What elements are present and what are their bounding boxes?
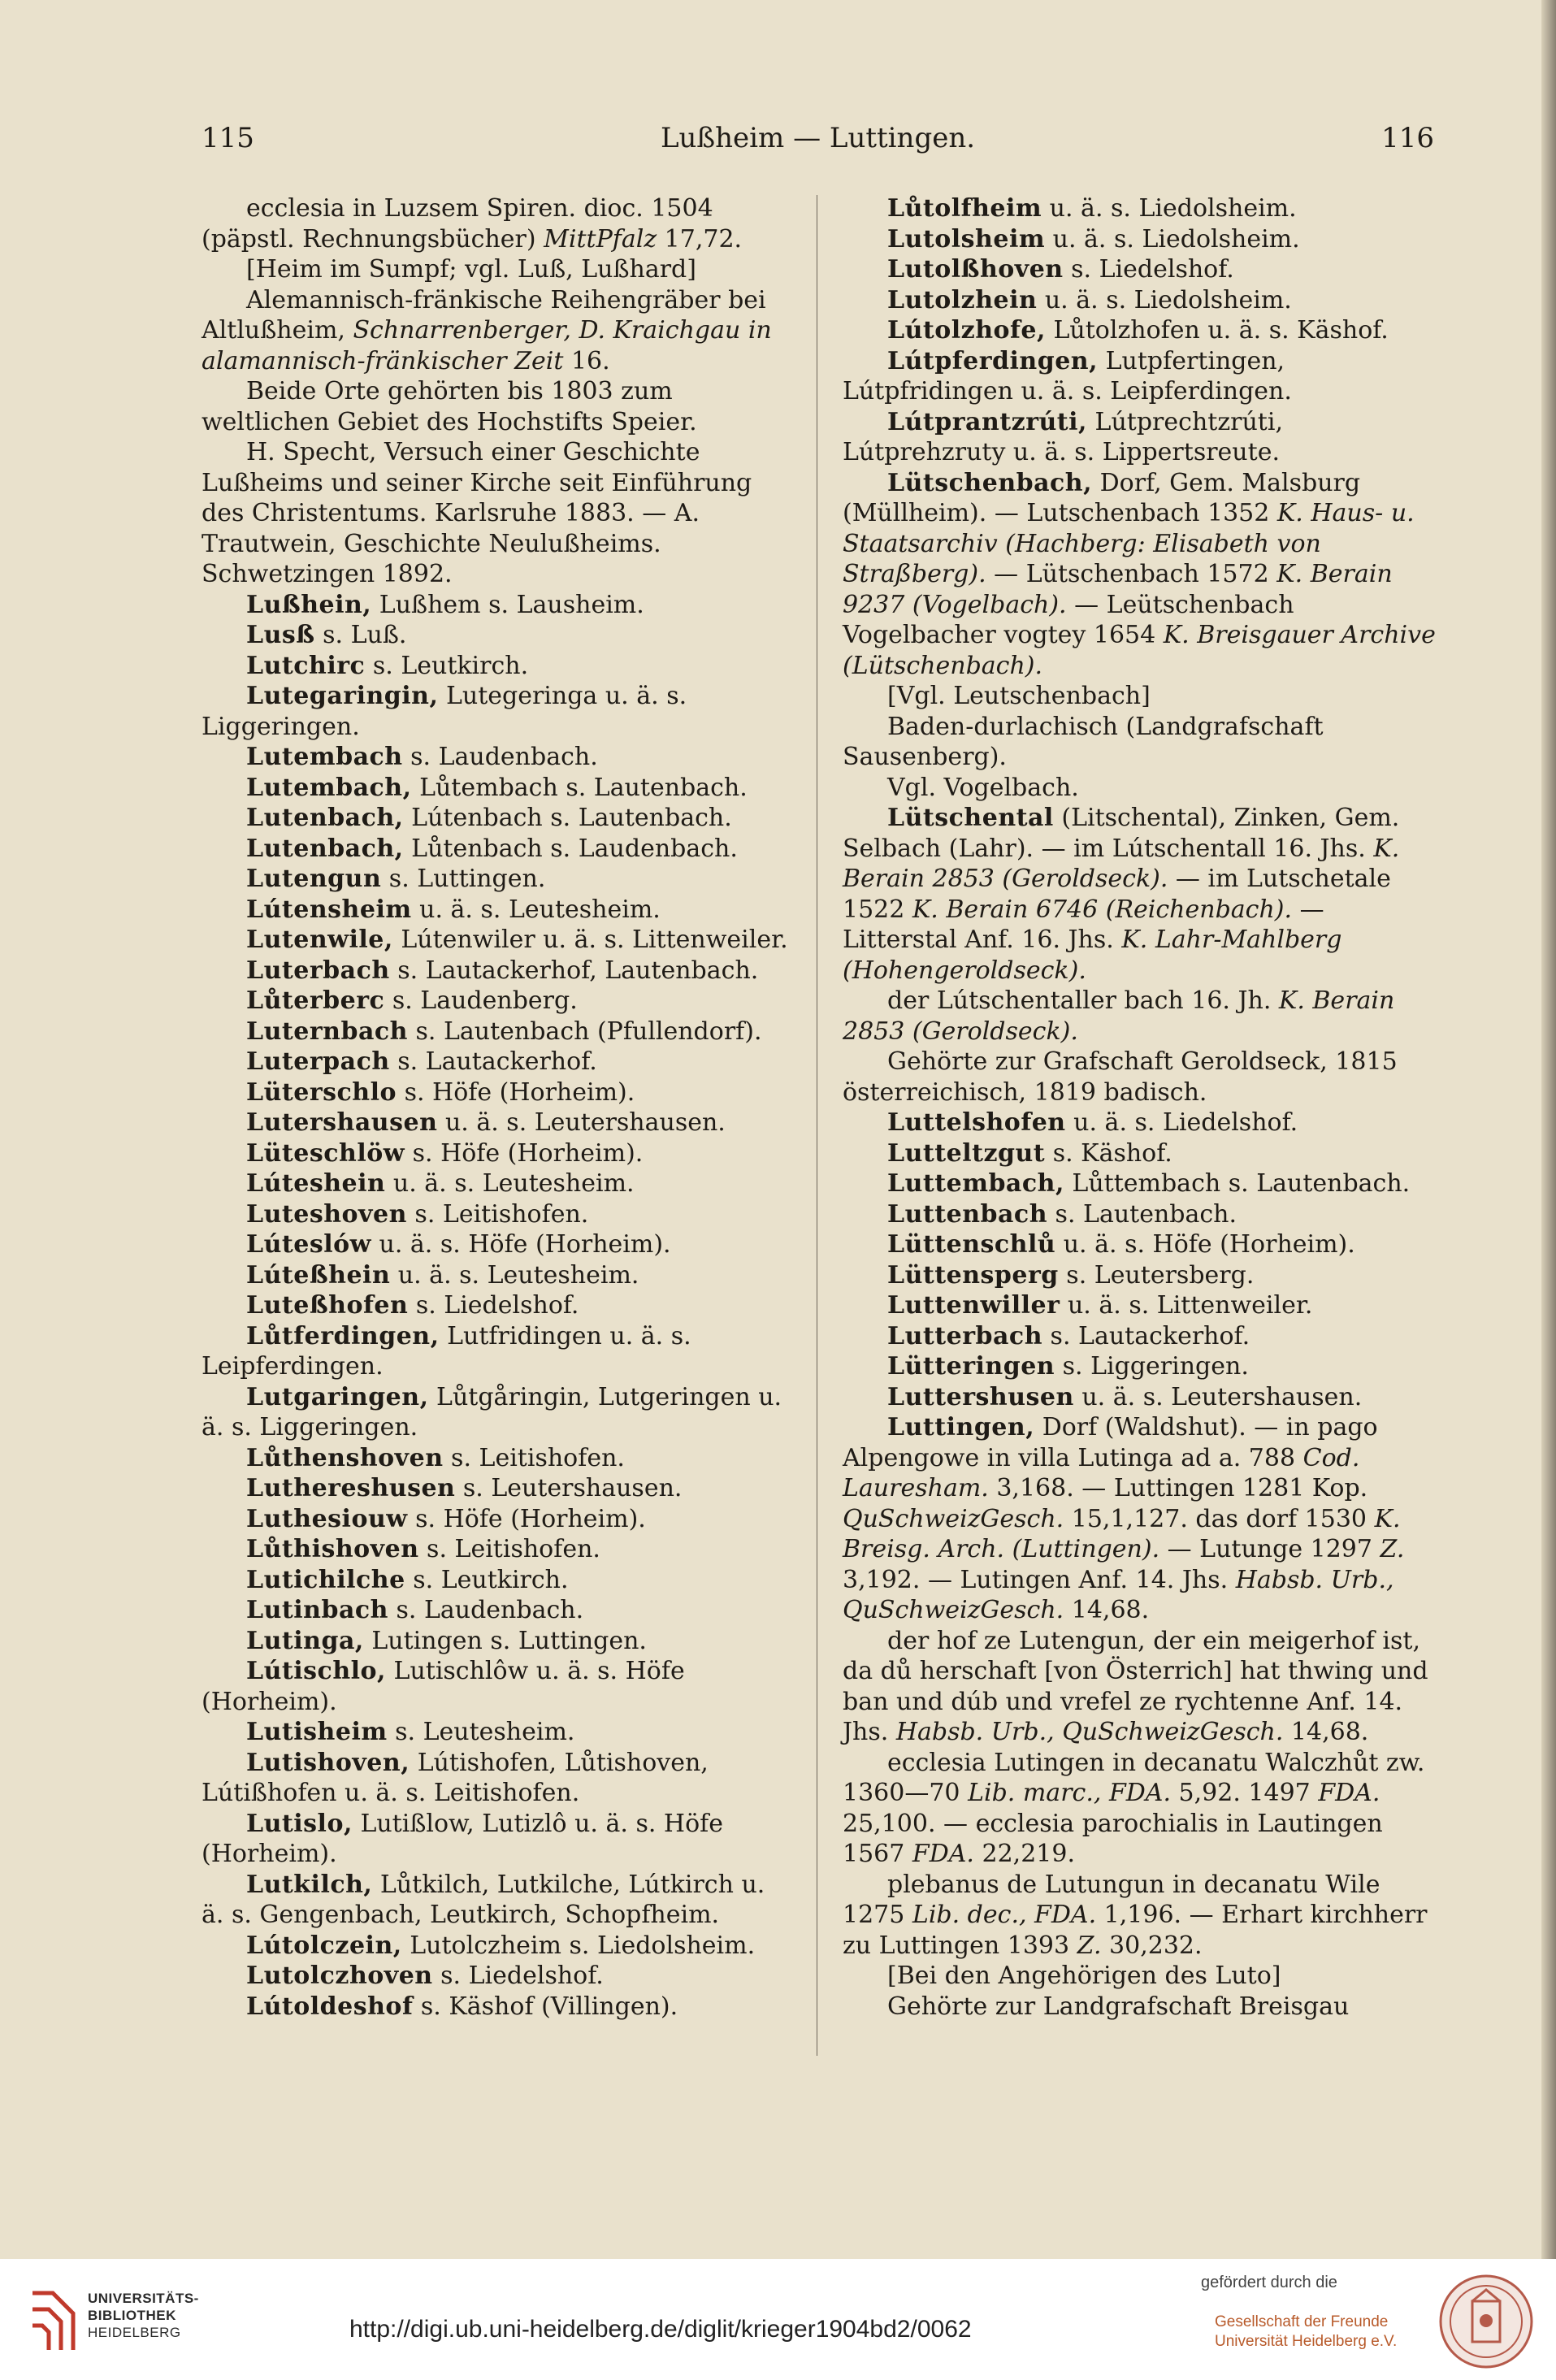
page-title: Lußheim — Luttingen. bbox=[660, 122, 976, 154]
entry-paragraph: Vgl. Vogelbach. bbox=[887, 773, 1079, 802]
left-column bbox=[202, 193, 795, 2022]
entry-paragraph: Lutchirc s. Leutkirch. bbox=[246, 651, 529, 680]
entry-paragraph: Lúteslów u. ä. s. Höfe (Horheim). bbox=[246, 1230, 671, 1259]
entry-paragraph: Lúteßhein u. ä. s. Leutesheim. bbox=[246, 1260, 639, 1290]
entry-paragraph: Lüterschlo s. Höfe (Horheim). bbox=[246, 1077, 635, 1107]
entry-paragraph: Lutenbach, Lůtenbach s. Laudenbach. bbox=[246, 834, 738, 863]
library-name-line3: HEIDELBERG bbox=[88, 2325, 181, 2340]
entry-paragraph: Luthesiouw s. Höfe (Horheim). bbox=[246, 1504, 646, 1533]
entry-paragraph: Lutterbach s. Lautackerhof. bbox=[887, 1321, 1250, 1350]
entry-paragraph: Lútolczein, Lutolczheim s. Liedolsheim. bbox=[246, 1931, 756, 1960]
sponsor-line2: Universität Heidelberg e.V. bbox=[1215, 2333, 1398, 2350]
entry-paragraph: Luttenwiller u. ä. s. Littenweiler. bbox=[887, 1291, 1313, 1320]
page-number-left: 115 bbox=[202, 122, 254, 154]
entry-paragraph: Lutolßhoven s. Liedelshof. bbox=[887, 255, 1234, 284]
entry-paragraph: Lutolsheim u. ä. s. Liedolsheim. bbox=[887, 224, 1300, 254]
entry-paragraph: Lusß s. Luß. bbox=[246, 621, 407, 649]
entry-paragraph: Lůthenshoven s. Leitishofen. bbox=[246, 1443, 625, 1472]
entry-paragraph: Lutichilche s. Leutkirch. bbox=[246, 1565, 569, 1594]
entry-paragraph: Lutembach, Lůtembach s. Lautenbach. bbox=[246, 773, 748, 802]
entry-paragraph: Lútischlo, Lutischlôw u. ä. s. Höfe (Horheim). bbox=[202, 1657, 685, 1716]
ub-heidelberg-logo-icon[interactable] bbox=[24, 2285, 81, 2358]
entry-paragraph: Lütschental (Litschental), Zinken, Gem. Selbach (Lahr). — im Lútschentall 16. Jhs. K. Berain 2853 (Geroldseck). — im Lutschetale 1522 K. Berain 6746 (Reichenbach). — Litterstal Anf. 16. Jhs. K. Lahr-Mahlberg (Hohengeroldseck). bbox=[843, 804, 1400, 985]
entry-paragraph: Luttershusen u. ä. s. Leutershausen. bbox=[887, 1382, 1363, 1411]
entry-paragraph: Gehörte zur Grafschaft Geroldseck, 1815 österreichisch, 1819 badisch. bbox=[843, 1047, 1398, 1107]
entry-paragraph: Lutislo, Lutißlow, Lutizlô u. ä. s. Höfe (Horheim). bbox=[202, 1809, 724, 1868]
entry-paragraph: Lutgaringen, Lůtgåringin, Lutgeringen u. ä. s. Liggeringen. bbox=[202, 1382, 782, 1441]
entry-paragraph: Lütschenbach, Dorf, Gem. Malsburg (Müllheim). — Lutschenbach 1352 K. Haus- u. Staatsarchiv (Hachberg: Elisabeth von Straßberg). — Lütschenbach 1572 K. Berain 9237 (Vogelbach). — Leütschenbach Vogelbacher vogtey 1654 K. Breisgauer Archive (Lütschenbach). bbox=[843, 468, 1436, 680]
entry-paragraph: Lüttensperg s. Leutersberg. bbox=[887, 1260, 1255, 1290]
entry-paragraph: Lutenbach, Lútenbach s. Lautenbach. bbox=[246, 804, 732, 832]
entry-paragraph: der Lútschentaller bach 16. Jh. K. Berain 2853 (Geroldseck). bbox=[843, 986, 1395, 1046]
entry-paragraph: Luteßhofen s. Liedelshof. bbox=[246, 1291, 579, 1320]
entry-paragraph: Lůtolfheim u. ä. s. Liedolsheim. bbox=[887, 194, 1297, 223]
entry-paragraph: Luteshoven s. Leitishofen. bbox=[246, 1199, 589, 1229]
entry-paragraph: Lüteschlöw s. Höfe (Horheim). bbox=[246, 1138, 644, 1168]
entry-paragraph: Lutolzhein u. ä. s. Liedolsheim. bbox=[887, 285, 1292, 314]
entry-paragraph: Lutinga, Lutingen s. Luttingen. bbox=[246, 1626, 647, 1655]
university-seal-icon bbox=[1438, 2274, 1534, 2369]
entry-paragraph: Lútolzhofe, Lůtolzhofen u. ä. s. Käshof. bbox=[887, 316, 1389, 345]
sponsor-name bbox=[1215, 2313, 1397, 2352]
entry-paragraph: Lutisheim s. Leutesheim. bbox=[246, 1718, 575, 1746]
entry-paragraph: Baden-durlachisch (Landgrafschaft Sausenberg). bbox=[843, 712, 1324, 771]
entry-paragraph: Lütteringen s. Liggeringen. bbox=[887, 1352, 1249, 1381]
entry-paragraph: Lúteshein u. ä. s. Leutesheim. bbox=[246, 1169, 635, 1198]
entry-paragraph: Lußhein, Lußhem s. Lausheim. bbox=[246, 590, 644, 619]
entry-paragraph: Lůtferdingen, Lutfridingen u. ä. s. Leipferdingen. bbox=[202, 1321, 691, 1381]
page-number-right: 116 bbox=[1381, 122, 1434, 154]
entry-paragraph: Lutegaringin, Lutegeringa u. ä. s. Liggeringen. bbox=[202, 682, 687, 741]
entry-paragraph: [Vgl. Leutschenbach] bbox=[887, 682, 1151, 710]
library-name-line2: BIBLIOTHEK bbox=[88, 2308, 176, 2323]
sponsor-intro: gefördert durch die bbox=[1201, 2274, 1337, 2291]
entry-paragraph: Lútensheim u. ä. s. Leutesheim. bbox=[246, 895, 661, 924]
entry-paragraph: [Bei den Angehörigen des Luto] bbox=[887, 1962, 1281, 1990]
entry-paragraph: Luttenbach s. Lautenbach. bbox=[887, 1199, 1237, 1229]
entry-paragraph: ecclesia in Luzsem Spiren. dioc. 1504 (päpstl. Rechnungsbücher) MittPfalz 17,72. bbox=[202, 194, 743, 254]
entry-paragraph: Lutenwile, Lútenwiler u. ä. s. Littenweiler. bbox=[246, 926, 788, 954]
entry-paragraph: Luterpach s. Lautackerhof. bbox=[246, 1047, 597, 1076]
entry-paragraph: Lüttenschlů u. ä. s. Höfe (Horheim). bbox=[887, 1230, 1355, 1259]
page-edge-shadow bbox=[1541, 0, 1556, 2259]
entry-paragraph: der hof ze Lutengun, der ein meigerhof ist, da dů herschaft [von Österrich] hat thwing und ban und dúb und vrefel ze rychtenne Anf. 14. Jhs. Habsb. Urb., QuSchweizGesch. 14,68. bbox=[843, 1626, 1428, 1746]
entry-paragraph: Lutishoven, Lútishofen, Lůtishoven, Lútißhofen u. ä. s. Leitishofen. bbox=[202, 1748, 709, 1807]
entry-paragraph: Luttingen, Dorf (Waldshut). — in pago Alpengowe in villa Lutinga ad a. 788 Cod. Lauresham. 3,168. — Luttingen 1281 Kop. QuSchweizGesch. 15,1,127. das dorf 1530 K. Breisg. Arch. (Luttingen). — Lutunge 1297 Z. 3,192. — Lutingen Anf. 14. Jhs. Habsb. Urb., QuSchweizGesch. 14,68. bbox=[843, 1413, 1405, 1624]
entry-paragraph: ecclesia Lutingen in decanatu Walczhůt zw. 1360—70 Lib. marc., FDA. 5,92. 1497 FDA. 25,100. — ecclesia parochialis in Lautingen 1567 FDA. 22,219. bbox=[843, 1748, 1425, 1868]
entry-paragraph: Luttembach, Lůttembach s. Lautenbach. bbox=[887, 1169, 1411, 1198]
library-name bbox=[88, 2290, 199, 2341]
entry-paragraph: Lutkilch, Lůtkilch, Lutkilche, Lútkirch u. ä. s. Gengenbach, Leutkirch, Schopfheim. bbox=[202, 1870, 765, 1929]
entry-paragraph: Luttelshofen u. ä. s. Liedelshof. bbox=[887, 1108, 1298, 1137]
entry-paragraph: Lútpferdingen, Lutpfertingen, Lútpfridingen u. ä. s. Leipferdingen. bbox=[843, 346, 1292, 405]
entry-paragraph: Lútprantzrúti, Lútprechtzrúti, Lútprehzruty u. ä. s. Lippertsreute. bbox=[843, 407, 1283, 466]
entry-paragraph: Gehörte zur Landgrafschaft Breisgau bbox=[887, 1992, 1350, 2021]
right-column bbox=[843, 193, 1436, 2022]
entry-paragraph: H. Specht, Versuch einer Geschichte Lußheims und seiner Kirche seit Einführung des Christentums. Karlsruhe 1883. — A. Trautwein, Geschichte Neulußheims. Schwetzingen 1892. bbox=[202, 438, 752, 588]
permalink-url[interactable]: http://digi.ub.uni-heidelberg.de/diglit/krieger1904bd2/0062 bbox=[349, 2316, 972, 2343]
entry-paragraph: Alemannisch-fränkische Reihengräber bei Altlußheim, Schnarrenberger, D. Kraichgau in alamannisch-fränkischer Zeit 16. bbox=[202, 285, 772, 375]
entry-paragraph: Lutteltzgut s. Käshof. bbox=[887, 1138, 1172, 1168]
entry-paragraph: Lútoldeshof s. Käshof (Villingen). bbox=[246, 1992, 678, 2021]
entry-paragraph: Lůterberc s. Laudenberg. bbox=[246, 986, 578, 1015]
footer-bar bbox=[0, 2259, 1556, 2380]
sponsor-line1: Gesellschaft der Freunde bbox=[1215, 2313, 1389, 2330]
entry-paragraph: Luternbach s. Lautenbach (Pfullendorf). bbox=[246, 1017, 762, 1046]
entry-paragraph: Beide Orte gehörten bis 1803 zum weltlichen Gebiet des Hochstifts Speier. bbox=[202, 377, 697, 436]
running-head bbox=[202, 122, 1434, 163]
library-name-line1: UNIVERSITÄTS- bbox=[88, 2291, 199, 2306]
entry-paragraph: Lutengun s. Luttingen. bbox=[246, 865, 546, 893]
entry-paragraph: Lutinbach s. Laudenbach. bbox=[246, 1596, 584, 1624]
entry-paragraph: plebanus de Lutungun in decanatu Wile 1275 Lib. dec., FDA. 1,196. — Erhart kirchherr zu Luttingen 1393 Z. 30,232. bbox=[843, 1870, 1428, 1960]
entry-paragraph: Lůthishoven s. Leitishofen. bbox=[246, 1535, 600, 1563]
entry-paragraph: [Heim im Sumpf; vgl. Luß, Lußhard] bbox=[246, 255, 696, 284]
entry-paragraph: Lutershausen u. ä. s. Leutershausen. bbox=[246, 1108, 726, 1137]
entry-paragraph: Lutolczhoven s. Liedelshof. bbox=[246, 1962, 604, 1990]
entry-paragraph: Luterbach s. Lautackerhof, Lautenbach. bbox=[246, 956, 759, 985]
entry-paragraph: Luthereshusen s. Leutershausen. bbox=[246, 1474, 683, 1502]
entry-paragraph: Lutembach s. Laudenbach. bbox=[246, 743, 598, 771]
